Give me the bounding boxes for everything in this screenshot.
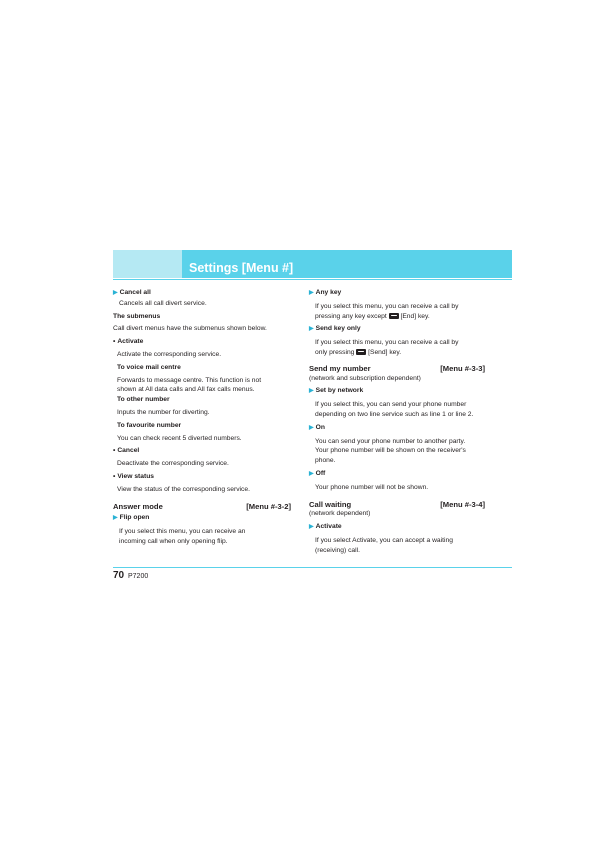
- to-voice-mail-desc-2: shown at All data calls and All fax calls menus.: [117, 386, 255, 394]
- to-other-desc: Inputs the number for diverting.: [117, 408, 210, 416]
- to-voice-mail-title: To voice mail centre: [117, 363, 181, 371]
- to-other-title: To other number: [117, 396, 170, 404]
- on-desc-1: You can send your phone number to another party.: [315, 437, 466, 445]
- send-key-icon: [356, 349, 366, 355]
- off-title: Off: [315, 469, 326, 477]
- activate-desc: Activate the corresponding service.: [117, 350, 222, 358]
- send-key-only-desc-2-pre: only pressing: [315, 348, 355, 356]
- left-column: [113, 288, 291, 547]
- send-my-number-heading: [309, 364, 485, 374]
- model-name: P7200: [128, 573, 149, 580]
- call-waiting-activate-desc-1: If you select Activate, you can accept a waiting: [315, 536, 453, 544]
- call-waiting-heading: [309, 500, 485, 510]
- any-key-desc-2-post: [End] key.: [400, 312, 430, 320]
- page-title: Settings [Menu #]: [189, 261, 294, 275]
- answer-mode-heading: [113, 502, 291, 512]
- call-waiting-activate-heading: [309, 522, 485, 533]
- call-waiting-menu: [Menu #-3-4]: [440, 499, 485, 509]
- submenus-title: The submenus: [113, 312, 161, 320]
- cancel-all-desc: Cancels all call divert service.: [119, 299, 207, 307]
- cancel-all-title: Cancel all: [119, 289, 151, 296]
- on-desc-3: phone.: [315, 457, 336, 465]
- any-key-desc-1: If you select this menu, you can receive a call by: [315, 302, 459, 310]
- view-status-title: View status: [117, 472, 155, 480]
- on-heading: [309, 423, 485, 434]
- any-key-desc-2: [309, 312, 485, 322]
- any-key-desc-2-pre: pressing any key except: [315, 312, 387, 320]
- flip-open-desc-2: incoming call when only opening flip.: [119, 537, 228, 545]
- send-my-number-note: (network and subscription dependent): [309, 374, 421, 382]
- to-fav-desc: You can check recent 5 diverted numbers.: [117, 434, 242, 442]
- send-key-only-desc-2: [309, 348, 485, 358]
- send-my-number-menu: [Menu #-3-3]: [440, 363, 485, 373]
- any-key-title: Any key: [315, 289, 342, 296]
- page-number: 70: [113, 570, 125, 581]
- send-key-only-desc-1: If you select this menu, you can receive a call by: [315, 339, 459, 347]
- triangle-bullet-icon: ▶: [309, 290, 314, 296]
- triangle-bullet-icon: ▶: [113, 290, 118, 296]
- cancel-heading: [113, 446, 291, 456]
- triangle-bullet-icon: ▶: [309, 470, 314, 477]
- set-by-network-desc-2: depending on two line service such as line 1 or line 2.: [315, 410, 474, 418]
- cancel-all-heading: [113, 288, 291, 299]
- call-waiting-activate-desc-2: (receiving) call.: [315, 546, 360, 554]
- answer-mode-menu: [Menu #-3-2]: [246, 501, 291, 511]
- set-by-network-desc-1: If you select this, you can send your phone number: [315, 401, 467, 409]
- header-tab: [113, 250, 182, 278]
- flip-open-title: Flip open: [119, 514, 150, 522]
- flip-open-heading: [113, 513, 291, 524]
- footer-divider: [113, 567, 512, 568]
- triangle-bullet-icon: ▶: [113, 515, 118, 522]
- view-status-heading: [113, 472, 291, 482]
- to-fav-title: To favourite number: [117, 421, 182, 429]
- set-by-network-title: Set by network: [315, 387, 364, 395]
- answer-mode-title: Answer mode: [113, 501, 163, 511]
- cancel-desc: Deactivate the corresponding service.: [117, 460, 229, 468]
- activate-title: Activate: [117, 338, 144, 346]
- call-waiting-activate-title: Activate: [315, 523, 342, 531]
- triangle-bullet-icon: ▶: [309, 326, 314, 333]
- call-waiting-note: (network dependent): [309, 510, 371, 518]
- send-key-only-title: Send key only: [315, 325, 361, 333]
- header-divider: [113, 279, 512, 280]
- set-by-network-heading: [309, 386, 485, 397]
- cancel-title: Cancel: [117, 447, 140, 455]
- off-desc: Your phone number will not be shown.: [315, 483, 429, 491]
- triangle-bullet-icon: ▶: [309, 524, 314, 531]
- bullet-icon: •: [113, 447, 116, 455]
- view-status-desc: View the status of the corresponding service.: [117, 485, 250, 493]
- on-desc-2: Your phone number will be shown on the receiver's: [315, 447, 466, 455]
- off-heading: [309, 469, 485, 480]
- activate-heading: [113, 337, 291, 347]
- bullet-icon: •: [113, 472, 116, 480]
- submenus-desc: Call divert menus have the submenus shown below.: [113, 325, 267, 333]
- to-voice-mail-desc-1: Forwards to message centre. This function is not: [117, 376, 262, 384]
- right-column: [309, 288, 485, 556]
- send-my-number-title: Send my number: [309, 363, 371, 373]
- triangle-bullet-icon: ▶: [309, 388, 314, 395]
- flip-open-desc-1: If you select this menu, you can receive an: [119, 528, 246, 536]
- end-key-icon: [389, 313, 399, 319]
- call-waiting-title: Call waiting: [309, 499, 352, 509]
- triangle-bullet-icon: ▶: [309, 424, 314, 431]
- on-title: On: [315, 423, 325, 431]
- send-key-only-heading: [309, 324, 485, 335]
- bullet-icon: •: [113, 338, 116, 346]
- any-key-heading: [309, 288, 485, 299]
- send-key-only-desc-2-post: [Send] key.: [368, 348, 402, 356]
